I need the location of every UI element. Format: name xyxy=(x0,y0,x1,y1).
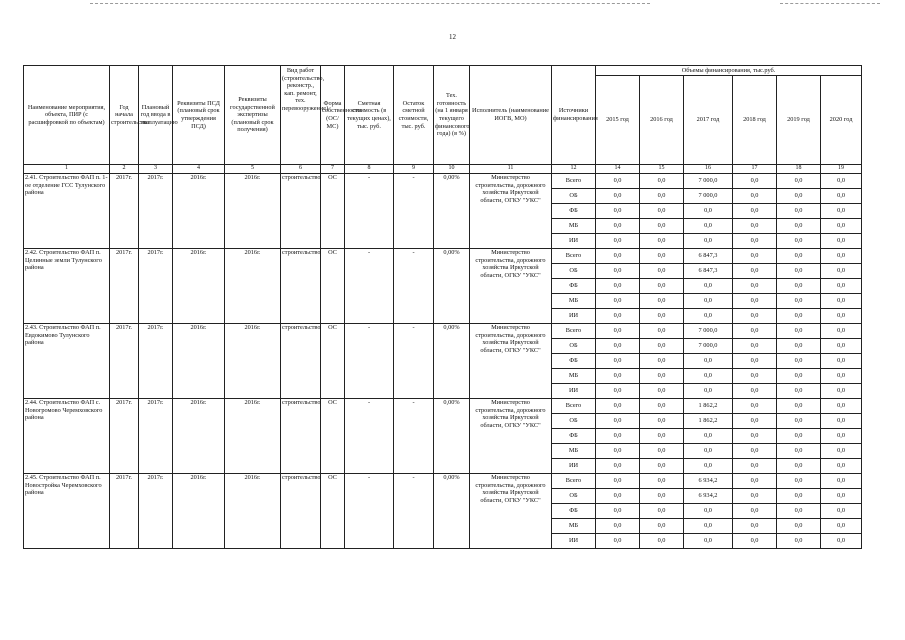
header-executor: Исполнитель (наименование ИОГВ, МО) xyxy=(470,66,552,165)
funding-value-cell: 0,0 xyxy=(640,234,684,249)
column-number: 17 xyxy=(733,165,777,174)
funding-value-cell: 6 847,3 xyxy=(684,264,733,279)
funding-value-cell: 0,0 xyxy=(684,279,733,294)
work-type-cell: строительство xyxy=(281,249,321,324)
funding-value-cell: 0,0 xyxy=(684,504,733,519)
funding-value-cell: 0,0 xyxy=(684,429,733,444)
funding-value-cell: 0,0 xyxy=(777,519,821,534)
psd-cell: 2016г. xyxy=(173,324,225,399)
remaining-cell: - xyxy=(394,474,434,549)
executor-cell: Министерство строительства, дорожного хозяйства Иркутской области, ОГКУ "УКС" xyxy=(470,399,552,474)
header-work-type: Вид работ (строительство, реконстр., кап. ремонт, тех. перевооружение) xyxy=(281,66,321,165)
column-number: 12 xyxy=(552,165,596,174)
funding-value-cell: 0,0 xyxy=(596,354,640,369)
funding-value-cell: 0,0 xyxy=(733,534,777,549)
remaining-cell: - xyxy=(394,399,434,474)
plan-year-cell: 2017г. xyxy=(139,249,173,324)
column-number: 9 xyxy=(394,165,434,174)
expertise-cell: 2016г. xyxy=(225,324,281,399)
funding-value-cell: 0,0 xyxy=(821,429,862,444)
funding-source-cell: Всего xyxy=(552,474,596,489)
funding-value-cell: 0,0 xyxy=(777,279,821,294)
header-year: 2019 год xyxy=(777,76,821,165)
funding-value-cell: 0,0 xyxy=(596,414,640,429)
funding-value-cell: 0,0 xyxy=(684,219,733,234)
object-name-cell: 2.41. Строительство ФАП п. 1-ое отделение ГСС Тулунского района xyxy=(24,174,110,249)
funding-value-cell: 0,0 xyxy=(684,294,733,309)
funding-value-cell: 0,0 xyxy=(821,189,862,204)
funding-value-cell: 0,0 xyxy=(821,414,862,429)
funding-value-cell: 0,0 xyxy=(777,399,821,414)
column-number: 18 xyxy=(777,165,821,174)
header-readiness: Тех. готовность (на 1 января текущего финансового года) (в %) xyxy=(434,66,470,165)
funding-value-cell: 0,0 xyxy=(821,294,862,309)
funding-value-cell: 0,0 xyxy=(821,234,862,249)
funding-value-cell: 0,0 xyxy=(777,234,821,249)
funding-source-cell: ОБ xyxy=(552,414,596,429)
funding-value-cell: 0,0 xyxy=(640,384,684,399)
funding-value-cell: 0,0 xyxy=(596,324,640,339)
funding-value-cell: 0,0 xyxy=(733,234,777,249)
header-year: 2017 год xyxy=(684,76,733,165)
funding-value-cell: 0,0 xyxy=(777,204,821,219)
funding-value-cell: 0,0 xyxy=(733,279,777,294)
start-year-cell: 2017г. xyxy=(110,474,139,549)
funding-value-cell: 0,0 xyxy=(777,429,821,444)
start-year-cell: 2017г. xyxy=(110,324,139,399)
psd-cell: 2016г. xyxy=(173,174,225,249)
funding-value-cell: 0,0 xyxy=(684,204,733,219)
funding-value-cell: 0,0 xyxy=(733,309,777,324)
funding-value-cell: 0,0 xyxy=(640,444,684,459)
funding-value-cell: 0,0 xyxy=(777,189,821,204)
funding-source-cell: ФБ xyxy=(552,504,596,519)
expertise-cell: 2016г. xyxy=(225,474,281,549)
funding-source-cell: ОБ xyxy=(552,189,596,204)
funding-value-cell: 7 000,0 xyxy=(684,174,733,189)
funding-value-cell: 0,0 xyxy=(777,369,821,384)
ownership-cell: ОС xyxy=(321,399,345,474)
remaining-cell: - xyxy=(394,324,434,399)
funding-value-cell: 0,0 xyxy=(596,189,640,204)
funding-value-cell: 0,0 xyxy=(733,429,777,444)
funding-source-cell: ИИ xyxy=(552,234,596,249)
object-name-cell: 2.43. Строительство ФАП п. Евдокимово Тулунского района xyxy=(24,324,110,399)
column-number: 10 xyxy=(434,165,470,174)
funding-value-cell: 0,0 xyxy=(684,309,733,324)
funding-value-cell: 0,0 xyxy=(640,309,684,324)
funding-value-cell: 0,0 xyxy=(733,249,777,264)
funding-value-cell: 0,0 xyxy=(777,249,821,264)
ownership-cell: ОС xyxy=(321,324,345,399)
funding-source-cell: ФБ xyxy=(552,279,596,294)
header-remaining: Остаток сметной стоимости, тыс. руб. xyxy=(394,66,434,165)
funding-source-cell: ОБ xyxy=(552,264,596,279)
funding-value-cell: 0,0 xyxy=(821,279,862,294)
executor-cell: Министерство строительства, дорожного хозяйства Иркутской области, ОГКУ "УКС" xyxy=(470,474,552,549)
funding-value-cell: 0,0 xyxy=(596,399,640,414)
column-number: 16 xyxy=(684,165,733,174)
column-number: 2 xyxy=(110,165,139,174)
funding-source-cell: Всего xyxy=(552,399,596,414)
funding-value-cell: 0,0 xyxy=(777,444,821,459)
funding-value-cell: 0,0 xyxy=(596,249,640,264)
funding-value-cell: 0,0 xyxy=(596,294,640,309)
funding-source-cell: Всего xyxy=(552,324,596,339)
funding-value-cell: 0,0 xyxy=(596,429,640,444)
funding-value-cell: 0,0 xyxy=(640,339,684,354)
funding-value-cell: 0,0 xyxy=(640,189,684,204)
funding-value-cell: 0,0 xyxy=(640,534,684,549)
top-dashed-line xyxy=(780,3,880,4)
ownership-cell: ОС xyxy=(321,249,345,324)
funding-value-cell: 0,0 xyxy=(777,174,821,189)
header-psd: Реквизиты ПСД (плановый срок утверждения ПСД) xyxy=(173,66,225,165)
funding-value-cell: 0,0 xyxy=(733,219,777,234)
funding-value-cell: 0,0 xyxy=(733,504,777,519)
column-number: 7 xyxy=(321,165,345,174)
readiness-cell: 0,00% xyxy=(434,399,470,474)
funding-value-cell: 0,0 xyxy=(640,474,684,489)
funding-value-cell: 0,0 xyxy=(596,504,640,519)
header-start-year: Год начала строительства xyxy=(110,66,139,165)
funding-value-cell: 0,0 xyxy=(596,234,640,249)
funding-value-cell: 0,0 xyxy=(821,264,862,279)
funding-value-cell: 0,0 xyxy=(640,204,684,219)
funding-value-cell: 0,0 xyxy=(821,519,862,534)
header-plan-year: Плановый год ввода в эксплуатацию xyxy=(139,66,173,165)
funding-value-cell: 0,0 xyxy=(821,489,862,504)
funding-source-cell: Всего xyxy=(552,249,596,264)
column-number: 6 xyxy=(281,165,321,174)
start-year-cell: 2017г. xyxy=(110,399,139,474)
funding-value-cell: 0,0 xyxy=(596,489,640,504)
header-cost: Сметная стоимость (в текущих ценах), тыс. руб. xyxy=(345,66,394,165)
executor-cell: Министерство строительства, дорожного хозяйства Иркутской области, ОГКУ "УКС" xyxy=(470,324,552,399)
funding-source-cell: ИИ xyxy=(552,309,596,324)
work-type-cell: строительство xyxy=(281,174,321,249)
header-expertise: Реквизиты государственной экспертизы (плановый срок получения) xyxy=(225,66,281,165)
funding-source-cell: ФБ xyxy=(552,204,596,219)
object-name-cell: 2.45. Строительство ФАП п. Новостройка Черемховского района xyxy=(24,474,110,549)
funding-value-cell: 0,0 xyxy=(596,204,640,219)
executor-cell: Министерство строительства, дорожного хозяйства Иркутской области, ОГКУ "УКС" xyxy=(470,249,552,324)
column-number: 8 xyxy=(345,165,394,174)
funding-value-cell: 0,0 xyxy=(821,399,862,414)
funding-value-cell: 0,0 xyxy=(821,534,862,549)
expertise-cell: 2016г. xyxy=(225,174,281,249)
funding-value-cell: 0,0 xyxy=(733,189,777,204)
funding-value-cell: 0,0 xyxy=(821,249,862,264)
funding-value-cell: 0,0 xyxy=(640,504,684,519)
funding-value-cell: 0,0 xyxy=(596,279,640,294)
header-name: Наименование мероприятия, объекта, ПИР (с расшифровкой по объектам) xyxy=(24,66,110,165)
funding-value-cell: 0,0 xyxy=(684,384,733,399)
funding-value-cell: 7 000,0 xyxy=(684,189,733,204)
plan-year-cell: 2017г. xyxy=(139,174,173,249)
funding-value-cell: 0,0 xyxy=(596,474,640,489)
funding-value-cell: 6 934,2 xyxy=(684,474,733,489)
funding-value-cell: 0,0 xyxy=(596,384,640,399)
funding-value-cell: 0,0 xyxy=(777,534,821,549)
funding-source-cell: ОБ xyxy=(552,489,596,504)
remaining-cell: - xyxy=(394,174,434,249)
funding-value-cell: 0,0 xyxy=(777,294,821,309)
table-row xyxy=(24,399,862,414)
header-funding-group: Объемы финансирования, тыс.руб. xyxy=(596,66,862,76)
cost-cell: - xyxy=(345,174,394,249)
funding-value-cell: 0,0 xyxy=(640,369,684,384)
funding-value-cell: 0,0 xyxy=(821,219,862,234)
funding-source-cell: ИИ xyxy=(552,534,596,549)
funding-value-cell: 0,0 xyxy=(640,279,684,294)
funding-source-cell: Всего xyxy=(552,174,596,189)
funding-value-cell: 0,0 xyxy=(596,459,640,474)
funding-value-cell: 1 862,2 xyxy=(684,399,733,414)
header-ownership: Форма собственности (ОС/МС) xyxy=(321,66,345,165)
object-name-cell: 2.42. Строительство ФАП п. Целинные земли Тулунского района xyxy=(24,249,110,324)
column-number: 5 xyxy=(225,165,281,174)
readiness-cell: 0,00% xyxy=(434,249,470,324)
start-year-cell: 2017г. xyxy=(110,174,139,249)
funding-value-cell: 0,0 xyxy=(684,369,733,384)
funding-value-cell: 0,0 xyxy=(777,489,821,504)
funding-value-cell: 0,0 xyxy=(640,519,684,534)
column-number: 11 xyxy=(470,165,552,174)
funding-value-cell: 0,0 xyxy=(640,324,684,339)
funding-value-cell: 0,0 xyxy=(733,414,777,429)
executor-cell: Министерство строительства, дорожного хозяйства Иркутской области, ОГКУ "УКС" xyxy=(470,174,552,249)
funding-source-cell: ИИ xyxy=(552,459,596,474)
funding-value-cell: 0,0 xyxy=(640,174,684,189)
funding-value-cell: 0,0 xyxy=(684,234,733,249)
work-type-cell: строительство xyxy=(281,474,321,549)
table-row xyxy=(24,174,862,189)
readiness-cell: 0,00% xyxy=(434,174,470,249)
table-row xyxy=(24,249,862,264)
object-name-cell: 2.44. Строительство ФАП с. Новогромово Черемховского района xyxy=(24,399,110,474)
funding-value-cell: 0,0 xyxy=(640,414,684,429)
funding-value-cell: 0,0 xyxy=(640,399,684,414)
funding-value-cell: 1 862,2 xyxy=(684,414,733,429)
funding-value-cell: 0,0 xyxy=(596,219,640,234)
top-dashed-line xyxy=(90,3,650,4)
funding-value-cell: 0,0 xyxy=(733,264,777,279)
expertise-cell: 2016г. xyxy=(225,399,281,474)
readiness-cell: 0,00% xyxy=(434,474,470,549)
funding-value-cell: 0,0 xyxy=(821,324,862,339)
funding-value-cell: 0,0 xyxy=(596,309,640,324)
psd-cell: 2016г. xyxy=(173,399,225,474)
funding-value-cell: 0,0 xyxy=(596,264,640,279)
funding-value-cell: 0,0 xyxy=(733,399,777,414)
funding-source-cell: ИИ xyxy=(552,384,596,399)
funding-value-cell: 0,0 xyxy=(777,219,821,234)
funding-value-cell: 0,0 xyxy=(684,354,733,369)
funding-source-cell: МБ xyxy=(552,369,596,384)
funding-value-cell: 0,0 xyxy=(777,414,821,429)
funding-value-cell: 0,0 xyxy=(733,474,777,489)
funding-source-cell: ФБ xyxy=(552,429,596,444)
funding-source-cell: МБ xyxy=(552,444,596,459)
ownership-cell: ОС xyxy=(321,174,345,249)
start-year-cell: 2017г. xyxy=(110,249,139,324)
cost-cell: - xyxy=(345,399,394,474)
funding-value-cell: 0,0 xyxy=(640,219,684,234)
funding-value-cell: 0,0 xyxy=(733,204,777,219)
funding-value-cell: 0,0 xyxy=(640,489,684,504)
funding-value-cell: 0,0 xyxy=(733,384,777,399)
funding-value-cell: 0,0 xyxy=(596,369,640,384)
funding-value-cell: 0,0 xyxy=(777,324,821,339)
header-year: 2016 год xyxy=(640,76,684,165)
plan-year-cell: 2017г. xyxy=(139,474,173,549)
table-body xyxy=(24,174,862,549)
funding-source-cell: МБ xyxy=(552,219,596,234)
funding-value-cell: 0,0 xyxy=(640,264,684,279)
header-year: 2020 год xyxy=(821,76,862,165)
ownership-cell: ОС xyxy=(321,474,345,549)
funding-value-cell: 0,0 xyxy=(821,309,862,324)
psd-cell: 2016г. xyxy=(173,249,225,324)
funding-value-cell: 0,0 xyxy=(733,174,777,189)
column-number: 15 xyxy=(640,165,684,174)
funding-value-cell: 0,0 xyxy=(821,204,862,219)
remaining-cell: - xyxy=(394,249,434,324)
header-year: 2015 год xyxy=(596,76,640,165)
funding-value-cell: 0,0 xyxy=(733,294,777,309)
work-type-cell: строительство xyxy=(281,324,321,399)
funding-source-cell: ОБ xyxy=(552,339,596,354)
column-numbers-row xyxy=(24,165,862,174)
plan-year-cell: 2017г. xyxy=(139,399,173,474)
funding-value-cell: 0,0 xyxy=(777,504,821,519)
funding-value-cell: 0,0 xyxy=(640,294,684,309)
funding-value-cell: 0,0 xyxy=(733,489,777,504)
funding-value-cell: 6 847,3 xyxy=(684,249,733,264)
funding-value-cell: 7 000,0 xyxy=(684,339,733,354)
funding-value-cell: 0,0 xyxy=(684,519,733,534)
funding-value-cell: 0,0 xyxy=(640,459,684,474)
funding-value-cell: 0,0 xyxy=(684,534,733,549)
cost-cell: - xyxy=(345,324,394,399)
funding-value-cell: 0,0 xyxy=(684,444,733,459)
funding-value-cell: 0,0 xyxy=(777,264,821,279)
funding-value-cell: 0,0 xyxy=(777,309,821,324)
page-number: 12 xyxy=(449,33,456,41)
funding-value-cell: 0,0 xyxy=(821,339,862,354)
funding-value-cell: 0,0 xyxy=(596,444,640,459)
funding-value-cell: 0,0 xyxy=(821,459,862,474)
table-row xyxy=(24,474,862,489)
funding-value-cell: 0,0 xyxy=(640,249,684,264)
funding-value-cell: 6 934,2 xyxy=(684,489,733,504)
funding-value-cell: 0,0 xyxy=(733,369,777,384)
funding-value-cell: 0,0 xyxy=(777,474,821,489)
funding-source-cell: МБ xyxy=(552,519,596,534)
funding-value-cell: 0,0 xyxy=(596,339,640,354)
funding-value-cell: 0,0 xyxy=(733,519,777,534)
funding-value-cell: 0,0 xyxy=(821,504,862,519)
psd-cell: 2016г. xyxy=(173,474,225,549)
column-number: 4 xyxy=(173,165,225,174)
column-number: 1 xyxy=(24,165,110,174)
header-year: 2018 год xyxy=(733,76,777,165)
table-row xyxy=(24,324,862,339)
funding-value-cell: 0,0 xyxy=(733,339,777,354)
column-number: 14 xyxy=(596,165,640,174)
expertise-cell: 2016г. xyxy=(225,249,281,324)
cost-cell: - xyxy=(345,249,394,324)
funding-value-cell: 0,0 xyxy=(733,324,777,339)
funding-value-cell: 0,0 xyxy=(821,369,862,384)
investment-program-table xyxy=(23,65,862,549)
funding-value-cell: 7 000,0 xyxy=(684,324,733,339)
funding-source-cell: МБ xyxy=(552,294,596,309)
funding-value-cell: 0,0 xyxy=(777,459,821,474)
funding-value-cell: 0,0 xyxy=(821,174,862,189)
header-sources: Источники финансирования xyxy=(552,66,596,165)
funding-value-cell: 0,0 xyxy=(821,354,862,369)
funding-value-cell: 0,0 xyxy=(821,384,862,399)
funding-value-cell: 0,0 xyxy=(733,459,777,474)
funding-value-cell: 0,0 xyxy=(596,174,640,189)
funding-value-cell: 0,0 xyxy=(777,384,821,399)
funding-value-cell: 0,0 xyxy=(777,354,821,369)
work-type-cell: строительство xyxy=(281,399,321,474)
funding-value-cell: 0,0 xyxy=(733,354,777,369)
funding-value-cell: 0,0 xyxy=(596,534,640,549)
cost-cell: - xyxy=(345,474,394,549)
plan-year-cell: 2017г. xyxy=(139,324,173,399)
funding-value-cell: 0,0 xyxy=(821,474,862,489)
column-number: 19 xyxy=(821,165,862,174)
funding-value-cell: 0,0 xyxy=(821,444,862,459)
funding-value-cell: 0,0 xyxy=(640,429,684,444)
funding-source-cell: ФБ xyxy=(552,354,596,369)
column-number: 3 xyxy=(139,165,173,174)
funding-value-cell: 0,0 xyxy=(777,339,821,354)
funding-value-cell: 0,0 xyxy=(733,444,777,459)
funding-value-cell: 0,0 xyxy=(640,354,684,369)
funding-value-cell: 0,0 xyxy=(596,519,640,534)
readiness-cell: 0,00% xyxy=(434,324,470,399)
funding-value-cell: 0,0 xyxy=(684,459,733,474)
